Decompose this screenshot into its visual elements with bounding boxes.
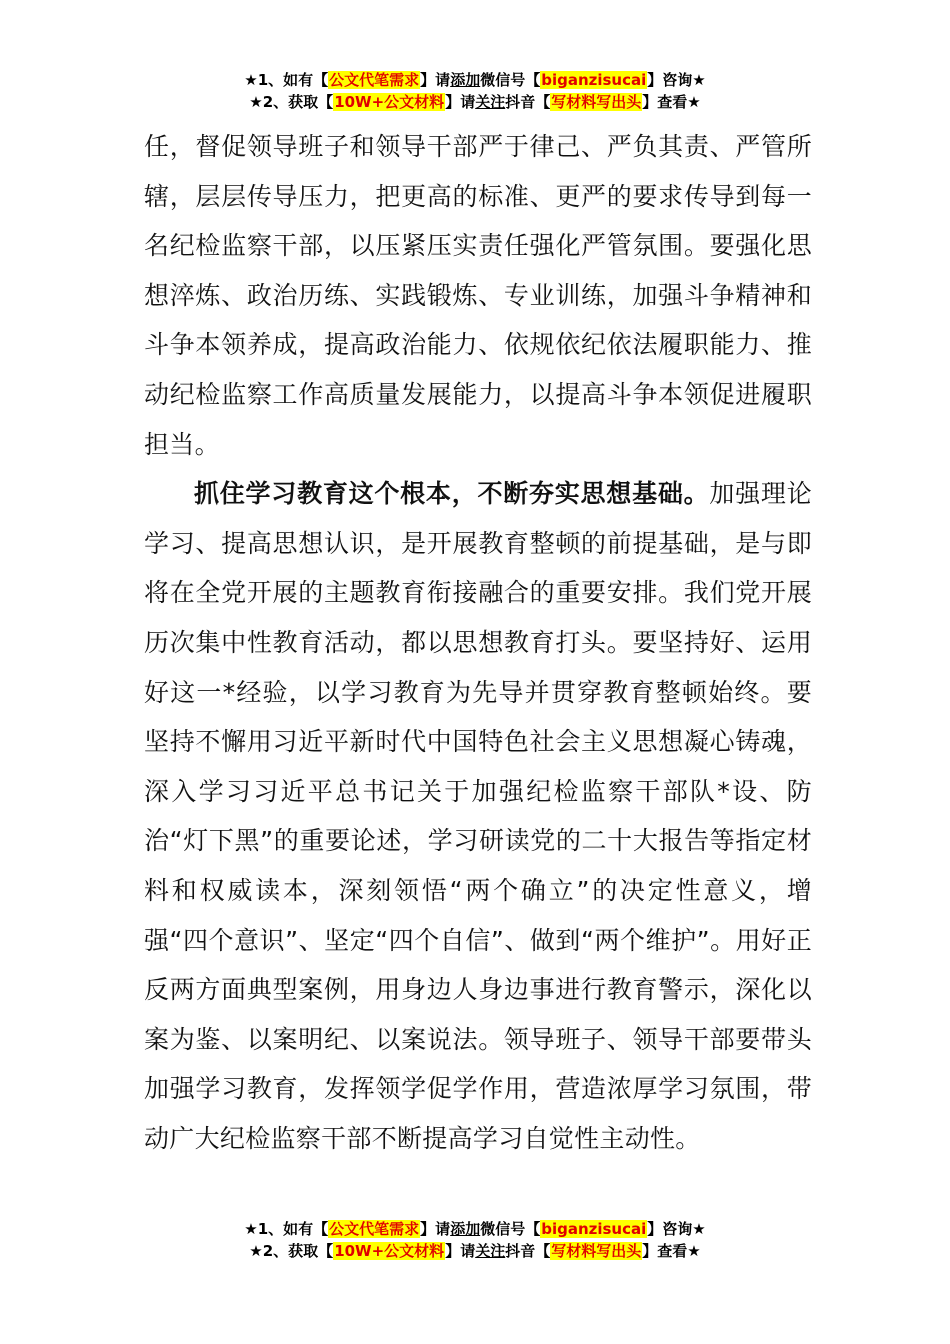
footer-underline-add: 添加: [450, 1220, 481, 1238]
banner-line-1-mid: 】请: [420, 71, 451, 89]
footer-line-1-prefix: ★1、如有【: [244, 1220, 329, 1238]
paragraph-study-education: [144, 469, 812, 1163]
footer-line-2-prefix: ★2、获取【: [249, 1242, 334, 1260]
footer-line-2-mid2: 抖音【: [505, 1242, 551, 1260]
banner-line-2-mid2: 抖音【: [505, 93, 551, 111]
footer-line-1-mid2: 微信号【: [480, 1220, 541, 1238]
footer-line-2-suffix: 】查看★: [642, 1242, 701, 1260]
footer-line-1-suffix: 】咨询★: [647, 1220, 706, 1238]
footer-underline-follow: 关注: [475, 1242, 506, 1260]
footer-highlight-ghostwriting: 公文代笔需求: [329, 1220, 420, 1238]
banner-line-2: [0, 91, 950, 113]
footer-banner-line-2: [0, 1240, 950, 1262]
banner-line-1-suffix: 】咨询★: [647, 71, 706, 89]
paragraph-body-text: 加强理论学习、提高思想认识，是开展教育整顿的前提基础，是与即将在全党开展的主题教育衔接融合的重要安排。我们党开展历次集中性教育活动，都以思想教育打头。要坚持好、运用好这一*经验，以学习教育为先导并贯穿教育整顿始终。要坚持不懈用习近平新时代中国特色社会主义思想凝心铸魂，深入学习习近平总书记关于加强纪检监察干部队*设、防治“灯下黑”的重要论述，学习研读党的二十大报告等指定材料和权威读本，深刻领悟“两个确立”的决定性意义，增强“四个意识”、坚定“四个自信”、做到“两个维护”。用好正反两方面典型案例，用身边人身边事进行教育警示，深化以案为鉴、以案明纪、以案说法。领导班子、领导干部要带头加强学习教育，发挥领学促学作用，营造浓厚学习氛围，带动广大纪检监察干部不断提高学习自觉性主动性。: [144, 479, 812, 1153]
banner-highlight-ghostwriting: 公文代笔需求: [329, 71, 420, 89]
banner-underline-add: 添加: [450, 71, 481, 89]
paragraph-lead-sentence: 抓住学习教育这个根本，不断夯实思想基础。: [194, 479, 710, 509]
footer-banner-line-1: [0, 1218, 950, 1240]
banner-highlight-douyin-account: 写材料写出头: [551, 93, 642, 111]
banner-line-1: [0, 69, 950, 91]
document-body: [144, 122, 812, 1163]
banner-underline-follow: 关注: [475, 93, 506, 111]
footer-highlight-materials: 10W+公文材料: [334, 1242, 445, 1260]
header-banner: [0, 69, 950, 113]
banner-line-1-mid2: 微信号【: [480, 71, 541, 89]
banner-highlight-materials: 10W+公文材料: [334, 93, 445, 111]
footer-line-1-mid: 】请: [420, 1220, 451, 1238]
banner-highlight-wechat-id: biganzisucai: [541, 71, 647, 89]
banner-line-2-mid: 】请: [445, 93, 476, 111]
footer-banner: [0, 1218, 950, 1262]
banner-line-1-prefix: ★1、如有【: [244, 71, 329, 89]
footer-highlight-douyin-account: 写材料写出头: [551, 1242, 642, 1260]
banner-line-2-prefix: ★2、获取【: [249, 93, 334, 111]
paragraph-continuation: 任，督促领导班子和领导干部严于律己、严负其责、严管所辖，层层传导压力，把更高的标准、更严的要求传导到每一名纪检监察干部，以压紧压实责任强化严管氛围。要强化思想淬炼、政治历练、实践锻炼、专业训练，加强斗争精神和斗争本领养成，提高政治能力、依规依纪依法履职能力、推动纪检监察工作高质量发展能力，以提高斗争本领促进履职担当。: [144, 132, 812, 459]
footer-highlight-wechat-id: biganzisucai: [541, 1220, 647, 1238]
footer-line-2-mid: 】请: [445, 1242, 476, 1260]
banner-line-2-suffix: 】查看★: [642, 93, 701, 111]
